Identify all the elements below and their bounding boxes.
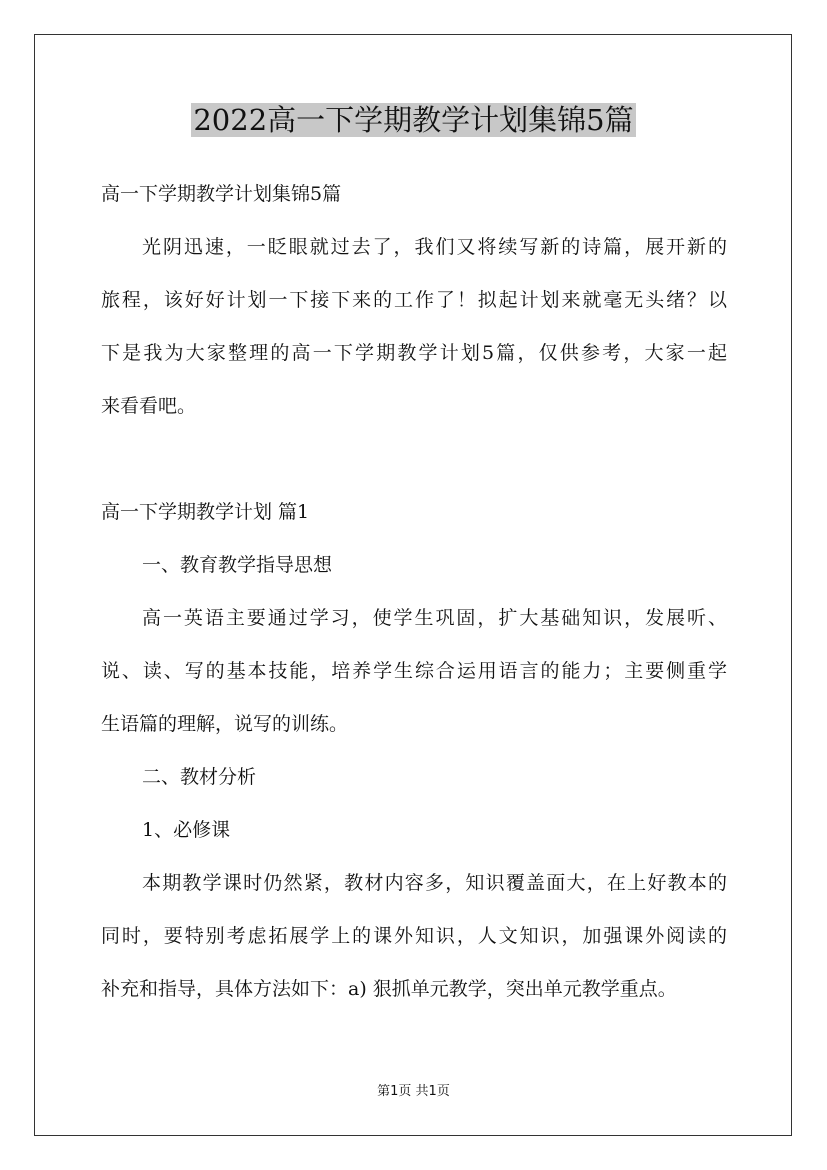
heading-required-course: 1、必修课 [142,819,231,841]
course-paragraph-line-2: 同时，要特别考虑拓展学上的课外知识，人文知识，加强课外阅读的 [101,925,727,947]
heading-guiding-ideology: 一、教育教学指导思想 [142,554,333,576]
document-body [101,172,727,1020]
course-paragraph-line-3: 补充和指导，具体方法如下：a) 狠抓单元教学，突出单元教学重点。 [101,978,677,1000]
page-footer: 第1页 共1页 [377,1084,450,1099]
english-paragraph-line-3: 生语篇的理解，说写的训练。 [101,713,349,735]
intro-paragraph-line-3: 下是我为大家整理的高一下学期教学计划5篇，仅供参考，大家一起 [101,342,727,364]
intro-paragraph-line-4: 来看看吧。 [101,395,197,417]
course-paragraph-line-1: 本期教学课时仍然紧，教材内容多，知识覆盖面大，在上好教本的 [142,872,727,894]
heading-textbook-analysis: 二、教材分析 [142,766,257,788]
paragraph-gap [101,437,727,490]
section-heading: 高一下学期教学计划 篇1 [101,501,310,523]
intro-paragraph-line-1: 光阴迅速，一眨眼就过去了，我们又将续写新的诗篇，展开新的 [142,236,727,258]
english-paragraph-line-1: 高一英语主要通过学习，使学生巩固，扩大基础知识，发展听、 [142,607,727,629]
subtitle-line: 高一下学期教学计划集锦5篇 [101,183,342,205]
intro-paragraph-line-2: 旅程，该好好计划一下接下来的工作了！拟起计划来就毫无头绪？以 [101,289,727,311]
document-title [0,100,827,140]
english-paragraph-line-2: 说、读、写的基本技能，培养学生综合运用语言的能力；主要侧重学 [101,660,727,682]
document-title-text: 2022高一下学期教学计划集锦5篇 [193,103,634,137]
